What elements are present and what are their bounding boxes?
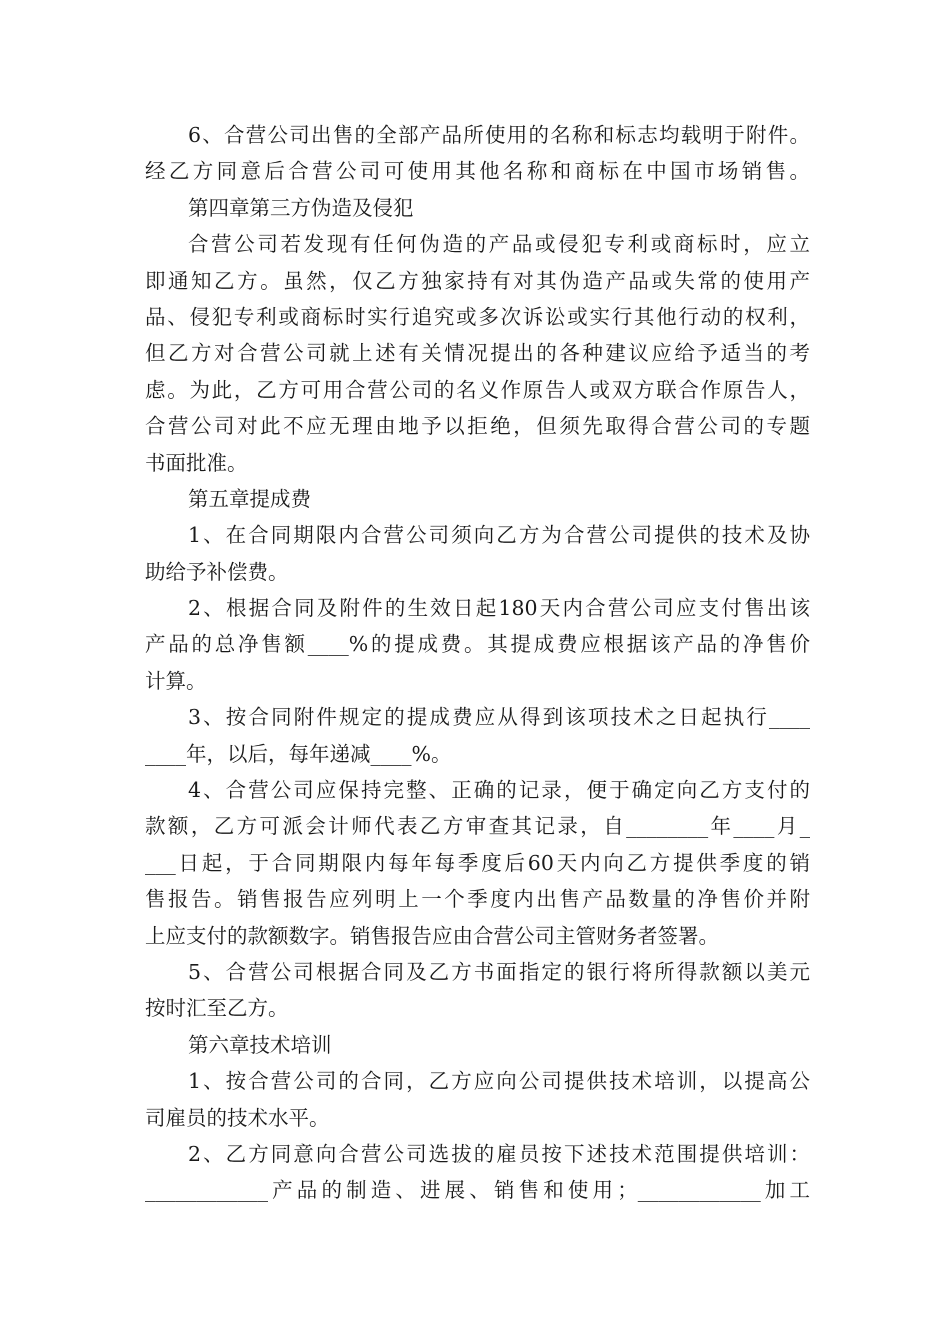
paragraph-line: 虑。为此，乙方可用合营公司的名义作原告人或双方联合作原告人， [145,377,810,402]
paragraph-line: 1、在合同期限内合营公司须向乙方为合营公司提供的技术及协 [188,523,810,548]
chapter-heading: 第六章技术培训 [188,1032,332,1057]
paragraph-line: ____________产品的制造、进展、销售和使用；____________加工 [145,1178,810,1203]
chapter-heading: 第五章提成费 [188,486,311,511]
paragraph-line: 合营公司对此不应无理由地予以拒绝，但须先取得合营公司的专题 [145,414,810,439]
paragraph-line: 按时汇至乙方。 [145,996,289,1021]
paragraph-line: 1、按合营公司的合同，乙方应向公司提供技术培训，以提高公 [188,1069,810,1094]
paragraph-line: 产品的总净售额____%的提成费。其提成费应根据该产品的净售价 [145,632,810,657]
paragraph-line: 合营公司若发现有任何伪造的产品或侵犯专利或商标时，应立 [188,232,810,257]
paragraph-line: 5、合营公司根据合同及乙方书面指定的银行将所得款额以美元 [188,959,810,984]
paragraph-line: 2、根据合同及附件的生效日起180天内合营公司应支付售出该 [188,596,810,621]
paragraph-line: 计算。 [145,668,207,693]
paragraph-line: 售报告。销售报告应列明上一个季度内出售产品数量的净售价并附 [145,887,810,912]
paragraph-line: 但乙方对合营公司就上述有关情况提出的各种建议应给予适当的考 [145,341,810,366]
paragraph-line: 3、按合同附件规定的提成费应从得到该项技术之日起执行____ [188,705,810,730]
paragraph-line: ___日起，于合同期限内每年每季度后60天内向乙方提供季度的销 [145,850,810,875]
chapter-heading: 第四章第三方伪造及侵犯 [188,195,414,220]
paragraph-line: 4、合营公司应保持完整、正确的记录，便于确定向乙方支付的 [188,778,810,803]
paragraph-line: 司雇员的技术水平。 [145,1105,330,1130]
paragraph-line: 即通知乙方。虽然，仅乙方独家持有对其伪造产品或失常的使用产 [145,268,810,293]
paragraph-line: 经乙方同意后合营公司可使用其他名称和商标在中国市场销售。 [145,159,810,184]
document-body [145,117,810,1209]
paragraph-line: 上应支付的款额数字。销售报告应由合营公司主管财务者签署。 [145,923,719,948]
paragraph-line: 6、合营公司出售的全部产品所使用的名称和标志均载明于附件。 [188,123,810,147]
paragraph-line: 2、乙方同意向合营公司选拔的雇员按下述技术范围提供培训： [188,1141,810,1166]
paragraph-line: 助给予补偿费。 [145,559,289,584]
paragraph-line: ____年，以后，每年递减____%。 [145,741,452,766]
paragraph-line: 款额，乙方可派会计师代表乙方审查其记录，自________年____月_ [145,814,810,839]
paragraph-line: 品、侵犯专利或商标时实行追究或多次诉讼或实行其他行动的权利， [145,304,810,329]
paragraph-line: 书面批准。 [145,450,248,475]
